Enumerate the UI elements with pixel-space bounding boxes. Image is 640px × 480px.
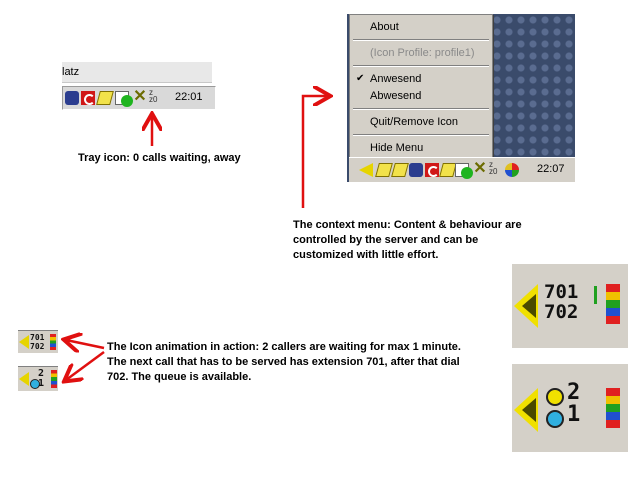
menu-item-abwesend[interactable]: Abwesend <box>370 90 422 102</box>
menu-item-icon-profile: (Icon Profile: profile1) <box>370 47 475 59</box>
queue-zero-icon[interactable]: z z0 <box>489 160 498 176</box>
menu-item-quit-remove-icon[interactable]: Quit/Remove Icon <box>370 116 459 128</box>
queue-away-icon[interactable]: ✕ <box>473 160 487 177</box>
check-icon: ✔ <box>356 73 365 84</box>
context-menu-caption: The context menu: Content & behaviour are controlled by the server and can be customized with little effort. <box>293 219 522 261</box>
zoom-extension-text: 701 702 <box>544 281 579 323</box>
arrow-to-thumb-bottom <box>66 352 104 380</box>
arrow-to-context-menu <box>303 96 328 208</box>
window-title-fragment: latz <box>62 62 212 83</box>
menu-item-anwesend[interactable]: ✔ Anwesend <box>356 73 422 85</box>
thumb-waiting: 2 1 <box>18 366 58 391</box>
queue-away-icon[interactable]: ✕ <box>133 88 147 105</box>
queue-zero-icon[interactable]: z z0 <box>149 88 158 104</box>
tray-clock: 22:07 <box>537 163 565 175</box>
menu-item-hide-menu[interactable]: Hide Menu <box>370 142 424 154</box>
tray-clock: 22:01 <box>175 91 203 103</box>
zoom-waiting-text: 2 1 <box>567 380 581 427</box>
menu-item-about[interactable]: About <box>370 21 399 33</box>
tray-caption: Tray icon: 0 calls waiting, away <box>78 152 241 164</box>
animation-caption: The Icon animation in action: 2 callers are waiting for max 1 minute. The next call that has to be served has extension 701, after that dial 702. The queue is available. <box>107 341 461 383</box>
arrow-to-thumb-top <box>66 340 104 348</box>
thumb-extensions: 701 702 <box>18 330 58 353</box>
